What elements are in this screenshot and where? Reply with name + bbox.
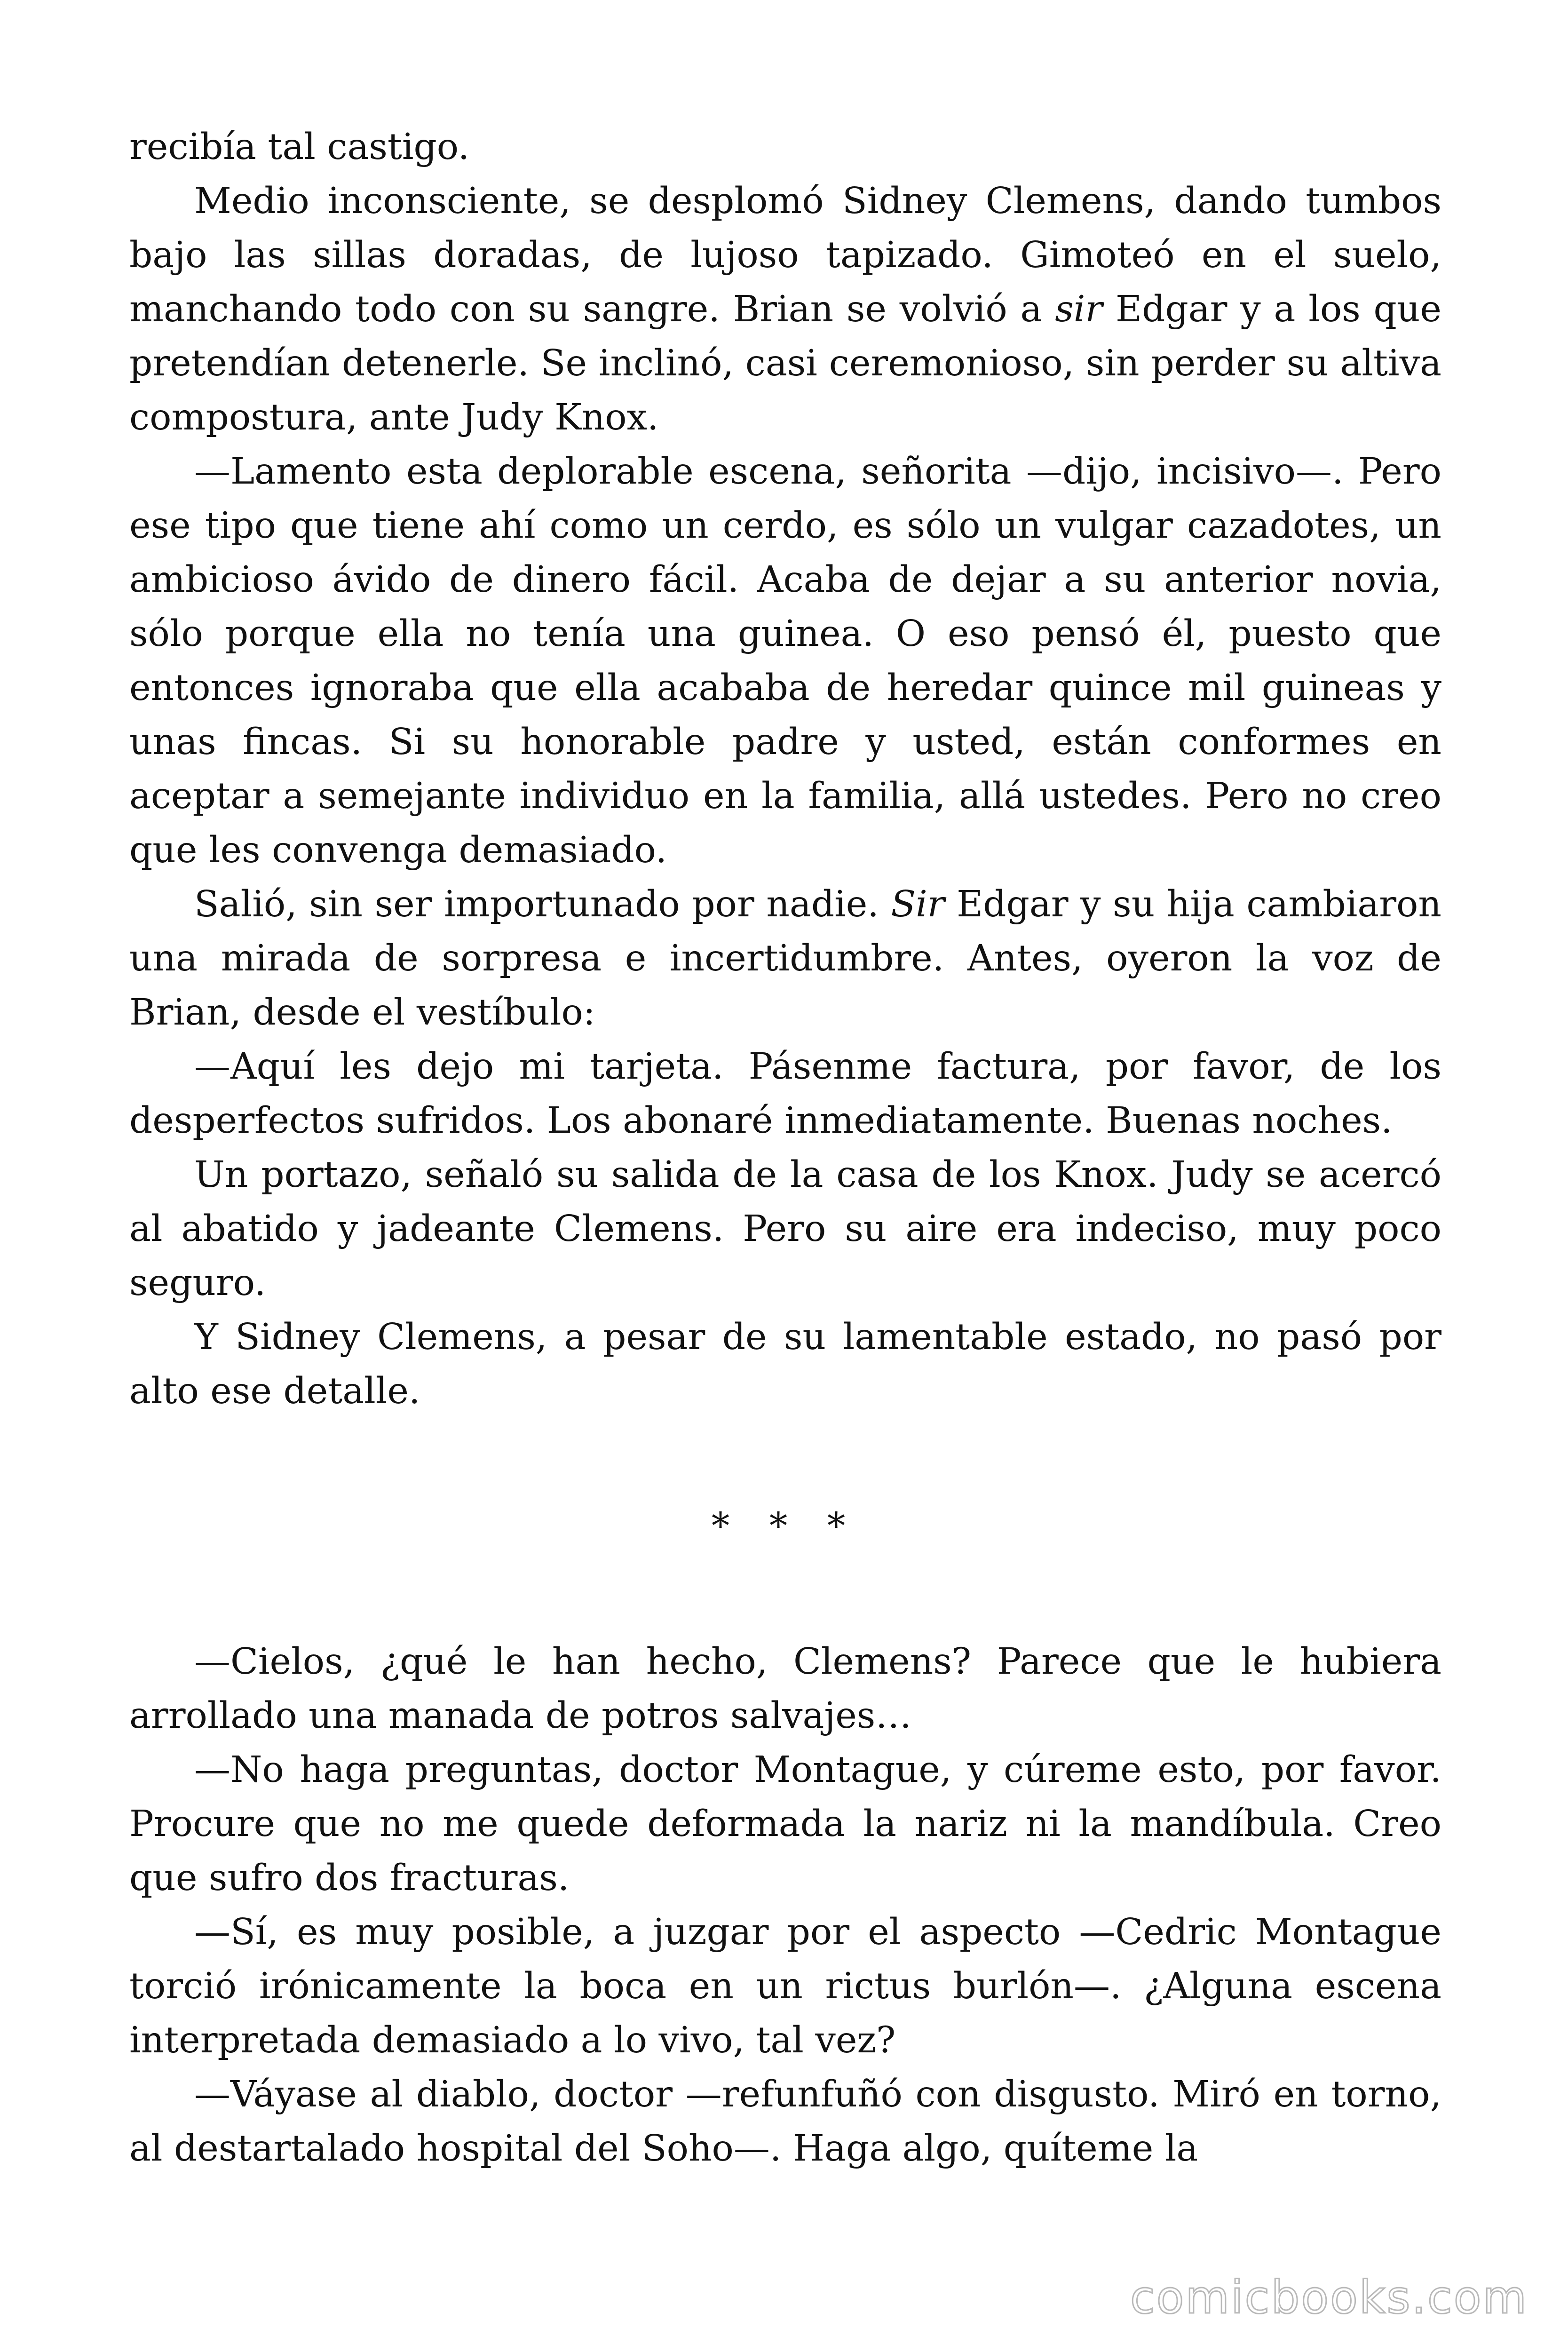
paragraph-8: —Cielos, ¿qué le han hecho, Clemens? Parece que le hubiera arrollado una manada de potros salvajes… — [129, 1641, 1441, 1737]
paragraph-3: —Lamento esta deplorable escena, señorita —dijo, incisivo—. Pero ese tipo que tiene ahí como un cerdo, es sólo un vulgar cazadotes, un ambicioso ávido de dinero fácil. Acaba de dejar a su anterior novia, sólo porque ella no tenía una guinea. O eso pensó él, puesto que entonces ignoraba que ella acababa de heredar quince mil guineas y unas fincas. Si su honorable padre y usted, están conformes en aceptar a semejante individuo en la familia, allá ustedes. Pero no creo que les convenga demasiado. — [129, 451, 1441, 871]
paragraph-7: Y Sidney Clemens, a pesar de su lamentable estado, no pasó por alto ese detalle. — [129, 1316, 1441, 1412]
paragraph-5: —Aquí les dejo mi tarjeta. Pásenme factura, por favor, de los desperfectos sufridos. Los abonaré inmediatamente. Buenas noches. — [129, 1046, 1441, 1142]
paragraph-4 — [129, 877, 1441, 1040]
paragraph-2-italic: sir — [1055, 288, 1103, 330]
paragraph-11: —Váyase al diablo, doctor —refunfuñó con disgusto. Miró en torno, al destartalado hospital del Soho—. Haga algo, quíteme la — [129, 2074, 1441, 2169]
section-separator: * * * — [711, 1505, 860, 1547]
paragraph-4-text: Salió, sin ser importunado por nadie. — [194, 883, 891, 925]
book-page — [129, 120, 1441, 2176]
paragraph-4-text-end: Edgar y su hija cambiaron una mirada de sorpresa e incertidumbre. Antes, oyeron la voz de Brian, desde el vestíbulo: — [129, 883, 1441, 1033]
paragraph-2-text-end: Edgar y a los que pretendían detenerle. Se inclinó, casi ceremonioso, sin perder su altiva compostura, ante Judy Knox. — [129, 288, 1441, 438]
paragraph-1: recibía tal castigo. — [129, 126, 470, 168]
paragraph-2 — [129, 174, 1441, 445]
paragraph-4-italic: Sir — [891, 883, 945, 925]
paragraph-6: Un portazo, señaló su salida de la casa de los Knox. Judy se acercó al abatido y jadeante Clemens. Pero su aire era indeciso, muy poco seguro. — [129, 1154, 1441, 1304]
paragraph-2-text: Medio inconsciente, se desplomó Sidney Clemens, dando tumbos bajo las sillas doradas, de lujoso tapizado. Gimoteó en el suelo, manchando todo con su sangre. Brian se volvió a — [129, 180, 1441, 330]
paragraph-10: —Sí, es muy posible, a juzgar por el aspecto —Cedric Montague torció irónicamente la boca en un rictus burlón—. ¿Alguna escena interpretada demasiado a lo vivo, tal vez? — [129, 1911, 1441, 2061]
paragraph-9: —No haga preguntas, doctor Montague, y cúreme esto, por favor. Procure que no me quede deformada la nariz ni la mandíbula. Creo que sufro dos fracturas. — [129, 1749, 1441, 1899]
watermark: comicbooks.com — [1130, 2271, 1528, 2324]
